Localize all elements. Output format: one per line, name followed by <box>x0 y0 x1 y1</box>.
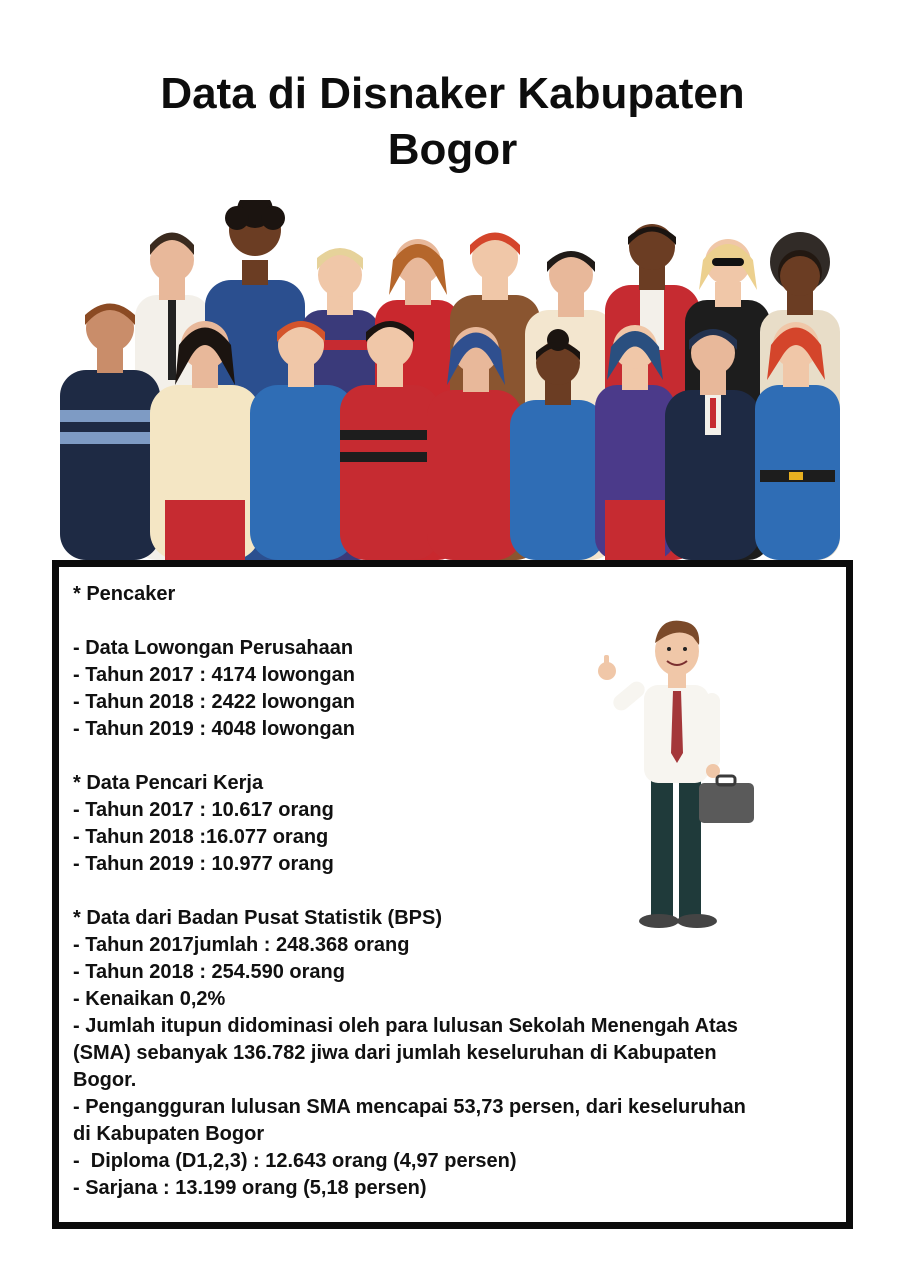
lowongan-2017: - Tahun 2017 : 4174 lowongan <box>73 664 355 686</box>
bps-sma-line-1: - Jumlah itupun didominasi oleh para lulusan Sekolah Menengah Atas <box>73 1015 738 1037</box>
title-line-1: Data di Disnaker Kabupaten <box>160 69 745 118</box>
lowongan-heading: - Data Lowongan Perusahaan <box>73 637 354 659</box>
pencari-2018: - Tahun 2018 :16.077 orang <box>73 826 329 848</box>
bps-sarjana: - Sarjana : 13.199 orang (5,18 persen) <box>73 1177 427 1199</box>
lowongan-2018: - Tahun 2018 : 2422 lowongan <box>73 691 355 713</box>
bps-sma-line-2: (SMA) sebanyak 136.782 jiwa dari jumlah keseluruhan di Kabupaten <box>73 1042 717 1064</box>
bps-diploma: - Diploma (D1,2,3) : 12.643 orang (4,97 persen) <box>73 1150 517 1172</box>
bps-unemployment-line-1: - Pengangguran lulusan SMA mencapai 53,73 persen, dari keseluruhan <box>73 1096 746 1118</box>
bps-kenaikan: - Kenaikan 0,2% <box>73 988 226 1010</box>
pencaker-heading: * Pencaker <box>73 583 176 605</box>
pencari-heading: * Data Pencari Kerja <box>73 772 264 794</box>
bps-sma-line-3: Bogor. <box>73 1069 137 1091</box>
bps-heading: * Data dari Badan Pusat Statistik (BPS) <box>73 907 442 929</box>
info-box <box>52 560 853 1229</box>
bps-2017: - Tahun 2017jumlah : 248.368 orang <box>73 934 410 956</box>
title-line-2: Bogor <box>387 125 518 174</box>
bps-unemployment-line-2: di Kabupaten Bogor <box>73 1123 265 1145</box>
lowongan-2019: - Tahun 2019 : 4048 lowongan <box>73 718 355 740</box>
pencari-2019: - Tahun 2019 : 10.977 orang <box>73 853 334 875</box>
businessman-illustration <box>589 613 769 943</box>
crowd-illustration <box>55 200 855 560</box>
bps-2018: - Tahun 2018 : 254.590 orang <box>73 961 345 983</box>
page-title <box>0 66 905 178</box>
pencari-2017: - Tahun 2017 : 10.617 orang <box>73 799 334 821</box>
